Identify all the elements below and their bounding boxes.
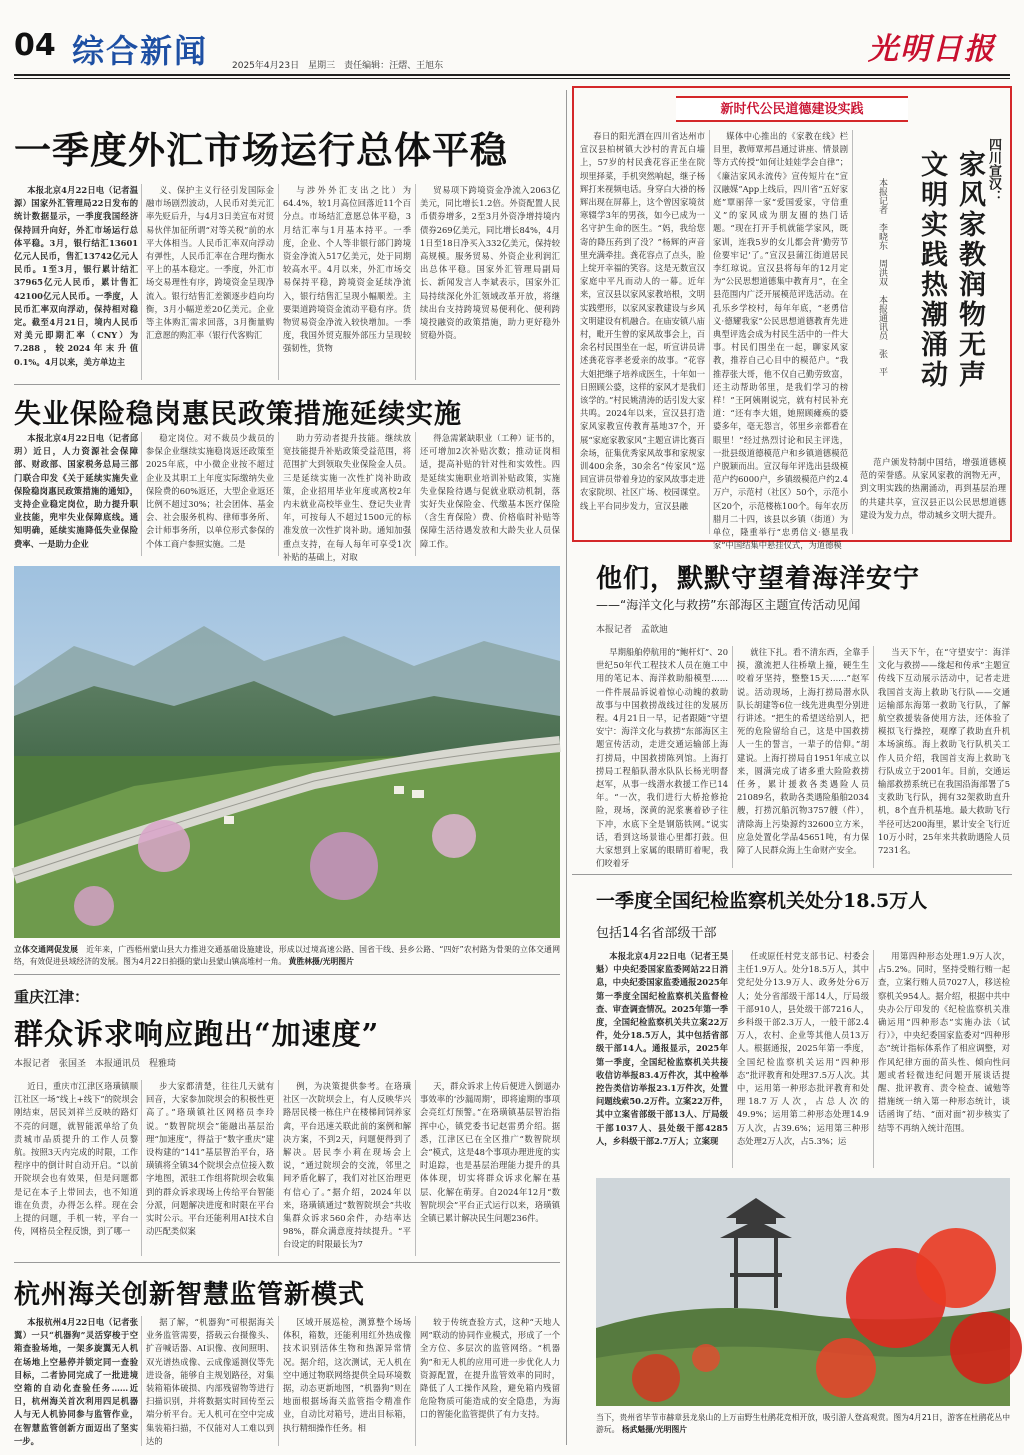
ocean-headline: 他们，默默守望着海洋安宁 [596, 564, 921, 594]
customs-col-4: 较于传统查验方式，这种“天地人网”联动的协同作业模式，形成了一个全方位、多层次的监管网络。“机器狗”和无人机的应用可进一步优化人力资源配置，在提升监管效率的同时，降低了人工操作风险，避免箱内残留危险物质可能造成的安全隐患，为海口的智能化监管提供了有力支持。 [420, 1317, 560, 1420]
forex-col-3: 与涉外外汇支出之比）为64.4%，较1月高位回落近11个百分点。市场结汇意愿总体平稳，3月结汇率与1月基本持平。一季度，企业、个人等非银行部门跨境资金净流入517亿美元，处于同期较高水平。4月以来，外汇市场交易保持平稳，跨境资金延续净流入，银行结售汇呈现小幅顺差。主要渠道跨境资金流动平稳有序。货物贸易资金净流入较快增加。一季度，我国外贸克服外部压力呈现较强韧性，货物 [283, 185, 411, 354]
jiangjin-headline: 群众诉求响应跑出“加速度” [14, 1017, 380, 1051]
unemployment-col-1: 本报北京4月22日电（记者邱玥）近日，人力资源社会保障部、财政部、国家税务总局三部门联合印发《关于延续实施失业保险稳岗惠民政策措施的通知》，支持企业稳定岗位，助力提升职业技能，兜牢失业保障底线。通知明确，延续实施降低失业保险费率、一是助力企业 [14, 433, 138, 549]
ethics-banner-text: 新时代公民道德建设实践 [720, 102, 864, 117]
ocean-subhead: ——“海洋文化与救捞”东部海区主题宣传活动见闻 [596, 598, 861, 612]
forex-col-1: 本报北京4月22日电（记者温源）国家外汇管理局22日发布的统计数据显示，一季度我国经济保持回升向好，外汇市场运行总体平稳。3月，银行结汇13601亿元人民币，售汇13742亿元人民币。1至3月，银行累计结汇37965亿元人民币，累计售汇42100亿元人民币。一季度，人民币汇率双向浮动，保持相对稳定。截至4月21日，境内人民币对美元即期汇率（CNY）为7.288，较2024年末升值0.1%。4月以来，美方单边主 [14, 185, 138, 367]
ethics-headline-line2: 文明实践热潮涌动 [916, 150, 947, 390]
highway-caption-text: 近年来，广西梧州蒙山县大力推进交通基础设施建设，形成以过境高速公路、国省干线、县乡公路、“四好”农村路为骨架的立体交通网络，有效促进县域经济的发展。图为4月22日拍摄的蒙山县蒙山镇高堆村一角。 [14, 945, 561, 966]
ocean-col-3: 当天下午，在“守望安宁：海洋文化与救捞——缘起和传承”主题宣传线下互动展示活动中，记者走进我国首支海上救助飞行队——交通运输部东海第一救助飞行队，了解航空救援装备使用方法，还体验了模拟飞行操控，观摩了救助直升机本场演练。海上救助飞行队机关工作人员介绍，我国首支海上救助飞行队成立于2001年。目前，交通运输部救捞系统已在我国沿海部署了5支救助飞行队，拥有32架救助直升机，8个直升机基地。最大救助飞行半径可达200海里，累计安全飞行近10万小时，25年来共救助遇险人员7231名。 [878, 647, 1010, 856]
ocean-col-1: 早期船舶停航用的“鲍杆灯”、20世纪50年代工程技术人员在施工中用的笔记本、海洋救助船模型……一件件展品诉说着惊心动魄的救助故事与中国救捞战线过往的发展历程。4月21日一早，记者跟随“守望安宁：海洋文化与救捞”东部海区主题宣传活动，走进交通运输部上海打捞局，中国救捞陈列馆。上海打捞局工程船队潜水队队长杨光明督赵军，从事一线潜水救援工作已14年。“一次，我们进行大桥抢修抢险，现场，深黄的泥浆裹着砂子往下冲，水底下全是钢筋铁网。”说实话，看到这场景谁心里都打鼓。但大家想到上家属的眼睛盯着呢，我们咬着牙 [596, 647, 728, 869]
unemployment-col-2: 稳定岗位。对不裁员少裁员的参保企业继续实施稳岗返还政策至2025年底，中小微企业按不超过企业及其职工上年度实际缴纳失业保险费的60%返还，大型企业返还比例不超过30%；社会团体、基金会、社会服务机构、律师事务所、会计师事务所，以单位形式参保的个体工商户参照实施。二是 [146, 433, 274, 549]
ocean-byline: 本报记者 孟歆迪 [596, 625, 669, 635]
pavilion-caption-text: 当下，贵州省毕节市赫章县龙泉山的上万亩野生杜鹃花竞相开放，吸引游人登高观赏。图为4月21日，游客在杜鹃花丛中游玩。 [596, 1413, 1010, 1434]
ethics-kicker: 四川宣汉： [986, 138, 1001, 203]
pavilion-azalea-illustration [596, 1178, 1010, 1406]
ethics-col-2: 媒体中心推出的《家教在线》栏目里，教师覃邦昌通过讲座、情景剧等方式传授“如何让娃娃学会自律”；《廉洁家风永流传》宣传短片在“宣汉融媒”App上线后，四川省“五好家庭”覃丽萍一家“爱国爱家，守信重义”的家风成为朋友圈的热门话题。“现在打开手机就能学家风，既家训，连我5岁的女儿都会背‘勤劳节俭要牢记’了。”宣汉县蒲江街道居民李红琼说。宣汉县将每年的12月定为“公民思想道德集中教育月”，在全县范围内广泛开展模范评选活动。在孔乐乡学校村，每年年底，“老勇信义·德耀我家”公民思想道德教育先进典型评选会成为村民生活中的一件大事。村民们围坐在一起，聊家风家教，推荐自己心目中的模范户。“我推荐张大哥，他不仅自己勤劳致富，还主动帮助邻里，是我们学习的榜样！”王阿姨刚说完，就有村民补充道：“还有李大姐，她照顾瘫痪的婆婆多年，毫无怨言，邻里乡亲都看在眼里！”经过热烈讨论和民主评选，一批县级道德模范户和乡镇道德模范户脱颖而出。宣汉每年评选出县级模范户约6000户，乡镇级模范户约2.4万户，示范村（社区）50个，示范小区20个，示范楼栋100个。每年农历腊月二十四，该县以乡镇（街道）为单位，隆重举行“忠勇信义·德星我家”中国结集中悬挂仪式，为道德模 [713, 131, 849, 551]
highway-caption-title: 立体交通网促发展 [14, 945, 79, 954]
pavilion-photo-caption [596, 1412, 1010, 1442]
forex-col-2: 义、保护主义行径引发国际金融市场剧烈波动，人民币对美元汇率先贬后升，与4月3日美宣布对贸易伙伴加征所谓“对等关税”前的水平大体相当。人民币汇率双向浮动有弹性，人民币汇率在合理均衡水平上的基本稳定。一季度，外汇市场交易理性有序，跨境资金呈现净流入。银行结售汇差额逐步趋向均衡，3月小幅逆差20亿美元。企业等主体购汇需求回落，3月衡量购汇意愿的购汇率（银行代客购汇 [146, 185, 274, 341]
pavilion-photo-credit: 杨武魁摄/光明图片 [621, 1425, 688, 1434]
ethics-col-3: 范户颁发特制中国结，增强道德模范的荣誉感。从家风家教的润物无声，到文明实践的热潮涌动，再到基层治理的共建共享，宣汉县正以公民思想道德建设为发力点，带动城乡文明大提升。 [860, 457, 1006, 520]
highway-photo-caption [14, 944, 560, 970]
page-number: 04 [14, 28, 56, 63]
highway-landscape-photo [14, 566, 560, 938]
section-title: 综合新闻 [72, 32, 209, 70]
discipline-col-2: 任或原任村党支部书记、村委会主任1.9万人。处分18.5万人，其中党纪处分13.9万人、政务处分6万人；处分省部级干部14人，厅局级干部910人，县处级干部7216人，乡科级干部2.3万人，一般干部2.4万人，农村、企业等其他人员13万人。根据通报，2025年第一季度，全国纪检监察机关运用“四种形态”批评教育和处理37.5万人次。其中，运用第一种形态批评教育和处理18.7万人次，占总人次的49.9%；运用第二种形态处理14.9万人次，占39.6%；运用第三种形态处理2万人次，占5.3%；运 [737, 951, 869, 1146]
jiangjin-col-2: 步大家都清楚，往往几天就有回音，大家参加院坝会的积极性更高了。”珞璜镇社区网格员李玲说。“数智院坝会”能融出基层治理“加速度”，得益于“数字重庆”建设构建的“141”基层智治平台，珞璜镇将全镇34个院坝会点位接入数字地图，派驻工作组将院坝会收集到的群众诉求现场上传给平台智能分派，问题解决进度和时限在平台实时公示。平台还能利用AI技术自动匹配类似案 [146, 1081, 274, 1237]
discipline-subhead: 包括14名省部级干部 [596, 926, 717, 941]
unemployment-col-3: 助力劳动者提升技能。继续放宽技能提升补贴政策受益范围，将范围扩大到领取失业保险金人员。三是延续实施一次性扩岗补助政策，企业招用毕业年度或离校2年内未就业高校毕业生、登记失业青年，可按每人不超过1500元的标准发放一次性扩岗补助。通知加强重点支持，在每人每年可享受1次补贴的基础上，对取 [283, 433, 411, 562]
customs-col-2: 据了解，“机器狗”可根据海关业务监管需要，搭载云台摄像头、扩音喊话器、AI识像、夜间照明、双光谱热成像、云成像遥测仪等先进设备，能够自主规划路径，对集装箱箱体破损、内部残留物等进行扫描识别，并将数据实时回传至云端分析平台。无人机可在空中完成集装箱扫描，不仅能对人工难以到达的 [146, 1317, 274, 1446]
customs-col-3: 区域开展巡检，测算整个场场体积，箱数，还能利用红外热成像技术识别活体生物和热源异常情况。据介绍，这次测试，无人机在空中通过物联网络提供全局环境数据，动态更新地图，“机器狗”则在地面根据场海关监管指令精准作业，自动比对箱号，进出目标箱，执行精细操作任务。相 [283, 1317, 411, 1433]
forex-headline: 一季度外汇市场运行总体平稳 [14, 128, 508, 172]
highway-landscape-illustration [14, 566, 560, 938]
customs-headline: 杭州海关创新智慧监管新模式 [14, 1280, 366, 1310]
jiangjin-col-4: 天，群众诉求上传后便进入倒逼办事效率的‘沙漏周期’，即将逾期的事项会亮红灯预警。”在珞璜镇基层智治指挥中心，镇党委书记赵雷勇介绍。据悉，江津区已在全区推广“数智院坝会”模式，这是48个事项办理进度的实时追踪，也是基层治理能力提升的具体体现，切实将群众诉求化解在基层、化解在萌芽。自2024年12月“数智院坝会”平台正式运行以来，珞璜镇全镇已累计解决民生问题236件。 [420, 1081, 560, 1224]
ethics-headline-line1: 家风家教润物无声 [954, 150, 985, 390]
pavilion-azalea-photo [596, 1178, 1010, 1406]
date-line: 2025年4月23日 星期三 责任编辑：汪熠、王旭东 [232, 61, 444, 71]
unemployment-headline: 失业保险稳岗惠民政策措施延续实施 [14, 399, 462, 430]
discipline-headline: 一季度全国纪检监察机关处分18.5万人 [596, 890, 928, 912]
forex-col-4: 贸易项下跨境资金净流入2063亿美元，同比增长1.2倍。外资配置人民币债券增多，2至3月外资净增持境内债券269亿美元，同比增长84%，4月1日至18日净买入332亿美元，保持较高规模。服务贸易、外资企业利润汇出总体平稳。国家外汇管理局副局长、新闻发言人李斌表示，国家外汇局持续深化外汇领域改革开放，将继续出台支持跨境贸易便利化、便利跨境投融资的政策措施，助力更好稳外贸稳外资。 [420, 185, 560, 341]
ethics-byline: 本报记者 李晓东 周洪双 本报通讯员 张 平 [877, 178, 887, 376]
highway-photo-credit: 黄胜林摄/光明图片 [288, 957, 354, 966]
newspaper-logo: 光明日报 [868, 32, 996, 67]
customs-col-1: 本报杭州4月22日电（记者张翼）一只“机器狗”灵活穿梭于空箱查验场地，一架多旋翼无人机在场地上空悬停并锁定同一查验目标，二者协同完成了一批进境空箱的自动化查验任务……近日，杭州海关首次利用四足机器人与无人机协同参与监管作业，在智慧监管创新方面迈出了坚实一步。 [14, 1317, 138, 1446]
jiangjin-kicker: 重庆江津： [14, 988, 90, 1006]
discipline-col-1: 本报北京4月22日电（记者王昊魁）中央纪委国家监委网站22日消息，中央纪委国家监委通报2025年第一季度全国纪检监察机关监督检查、审查调查情况。2025年第一季度，全国纪检监察机关共立案22万件，处分18.5万人，其中包括省部级干部14人。通报显示，2025年第一季度，全国纪检监察机关共接收信访举报83.4万件次，其中检举控告类信访举报23.1万件次，处置问题线索50.2万件。立案22万件，其中立案省部级干部13人、厅局级干部1037人、县处级干部4285人，乡科级干部2.7万人；立案现 [596, 951, 728, 1146]
jiangjin-col-3: 例，为决策提供参考。在珞璜社区一次院坝会上，有人反映华兴路居民楼一栋住户在楼梯间饲养家禽，平台迅速关联此前的案例和解决方案，不到2天，问题便得到了解决。居民李小莉在现场会上说，“通过院坝会的交流，邻里之间矛盾化解了，我们对社区治理更有信心了。”据介绍，2024年以来，珞璜镇通过“数智院坝会”共收集群众诉求560余件，办结率达98%，群众满意度持续提升。“平台设定的时限最长为7 [283, 1081, 411, 1250]
ocean-col-2: 就往下扎。看不清东西，全靠手摸，激流把人往桥墩上撞，硬生生咬着牙坚持，整整15天……”赵军说。活动现场，上海打捞局潜水队队长胡建等6位一线先进典型分别进行讲述。“把生的希望送给别人，把死的危险留给自己，这是中国救捞人一生的誓言，一辈子的信仰。”胡建说。上海打捞局自1951年成立以来，圆满完成了诸多重大险险救捞任务，累计援救各类遇险人员21089名，救助各类遇险船舶2034艘，打捞沉船沉物3757艘（件），清除海上污染源约32600立方米，应急处置化学品45651吨，有力保障了人民群众海上生命财产安全。 [737, 647, 869, 856]
discipline-col-3: 用第四种形态处理1.9万人次，占5.2%。同时，坚持受贿行贿一起查，立案行贿人员7027人，移送检察机关954人。据介绍，根据中共中央办公厅印发的《纪检监察机关准确运用“四种形态”实施办法（试行）》，中央纪委国家监委对“四种形态”统计指标体系作了相应调整，对作风纪律方面的苗头性、倾向性问题或者轻微违纪问题开展谈话提醒、批评教育、责令检查、诫勉等措施统一纳入第一种形态统计，谈话函询了结、“面对面”初步核实了结等不再纳入统计范围。 [878, 951, 1010, 1133]
jiangjin-col-1: 近日，重庆市江津区珞璜镇顺江社区一场“线上+线下”的院坝会刚结束，居民刘祥兰反映的路灯不亮的问题，就智能派单给了负责城市品质提升的工作人员黎航。按照3天内完成的时限，工作程序中的倒计时自动开启。“以前开院坝会也有效果，但是问题都是记在本子上带回去，也不知道谁在负责，办得怎么样。现在会上提的问题，手机一转，平台一传，网格员全程反馈，到了哪一 [14, 1081, 138, 1237]
jiangjin-byline: 本报记者 张国圣 本报通讯员 程雅琦 [14, 1059, 177, 1069]
ethics-col-1: 春日的阳光洒在四川省达州市宣汉县柏树镇大沙村的青瓦白墙上，57岁的村民龚花容正坐在院坝里择菜，手机突然响起，继子杨辉打来视频电话。身穿白大褂的杨辉出现在屏幕上，这个曾因家境贫寒辍学3年的男孩，如今已成为一名守护生命的医生。“妈，我给您寄的降压药到了没？”杨辉的声音里充满牵挂。龚花容点了点头，脸上绽开幸福的笑容。这是无数宣汉家庭中平凡而动人的一幕。近年来，宣汉县以家风家教培根，文明实践塑形，以家风家教建设与乡风文明建设有机融合。在庙安镇八庙村，毗开生曾的家风故事会上，百余名村民围坐在一起，听宣讲员讲述龚花容孝老爱亲的故事。“花容大姐把继子培养成医生，十年如一日照顾公婆，这样的家风才是我们该学的。”村民姚清涛的话引发大家共鸣。2024年以来，宣汉县打造家风家教宣传教育基地37个，开展“家庭家教家风”主题宣讲比赛百余场，征集优秀家风故事和家规家训400余条，30余名“传家风”巡回宣讲员带着身边的家风故事走进农家院坝、社区广场、校园课堂。线上平台同步发力，宣汉县融 [580, 131, 705, 511]
unemployment-col-4: 得急需紧缺职业（工种）证书的，还可增加2次补贴次数；推动证岗相适，提高补贴的针对性和实效性。四是延续实施职业培训补贴政策，实施失业保险待遇与促就业联动机制，落实好失业保险金、代缴基本医疗保险（含生育保险）费、价格临时补贴等保障生活待遇发放和大龄失业人员保障工作。 [420, 433, 560, 549]
ethics-banner [676, 96, 908, 122]
